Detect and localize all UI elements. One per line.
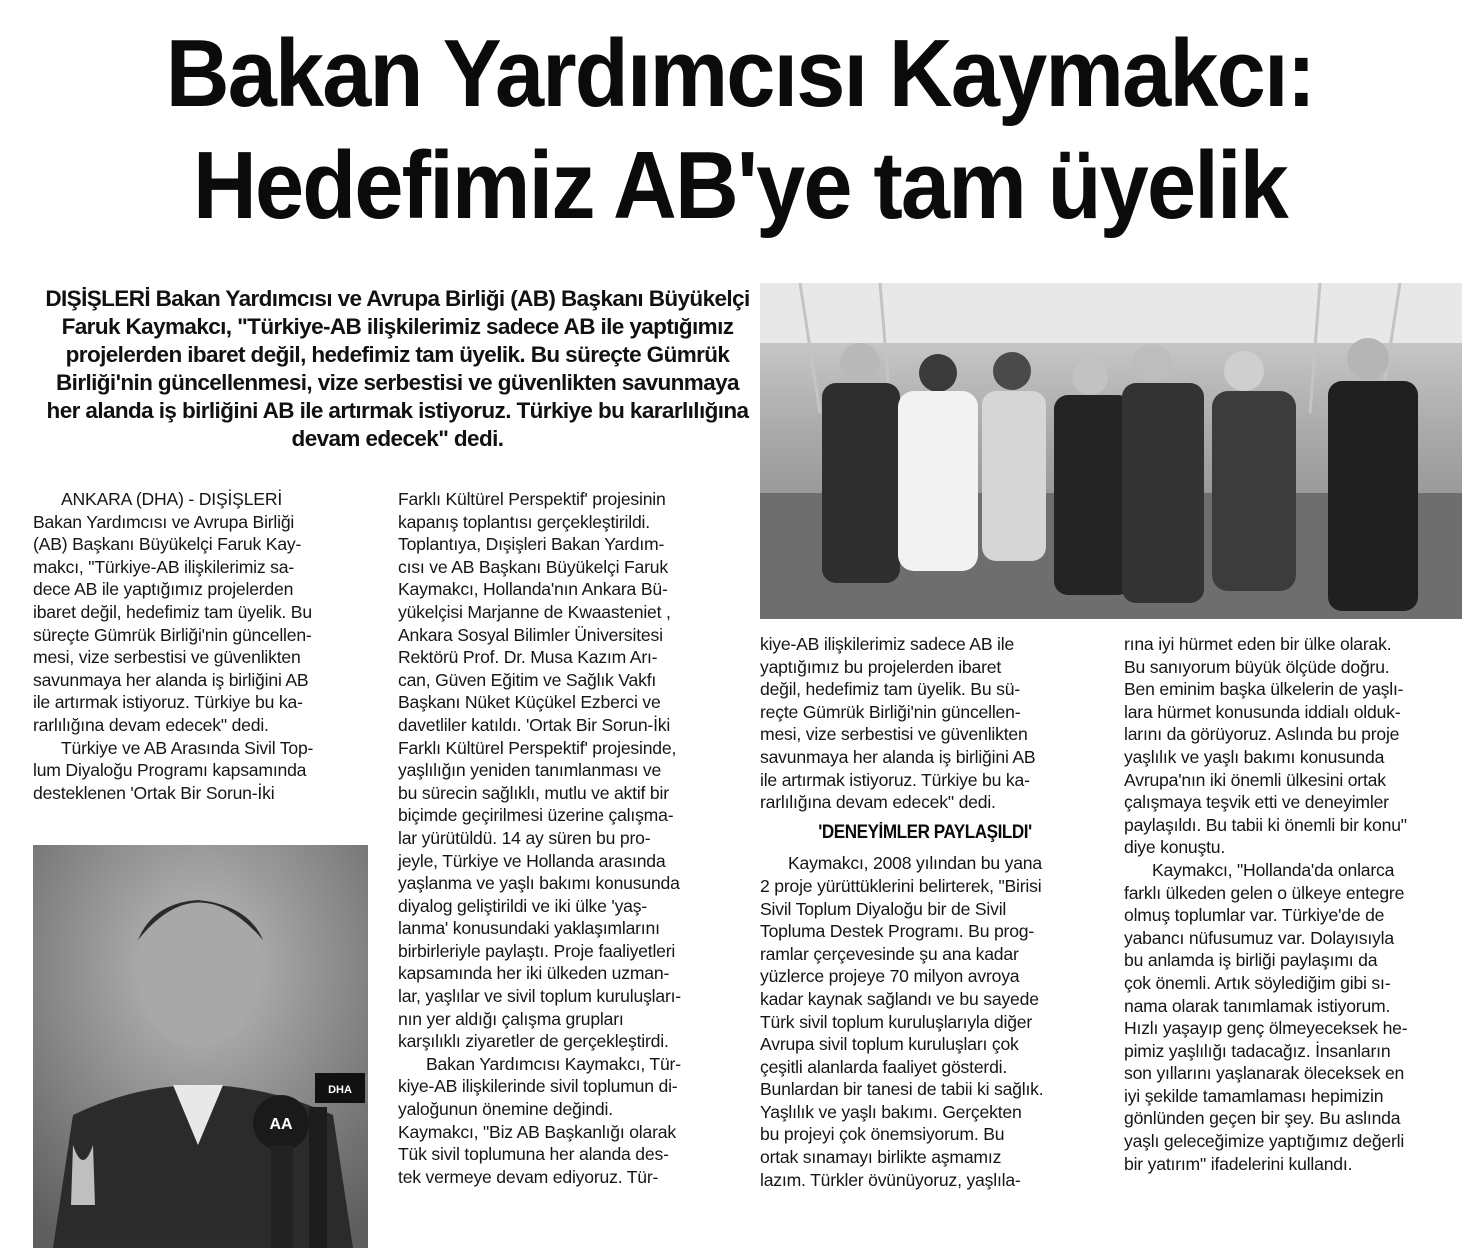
column-2-line: Bakan Yardımcısı Kaymakcı, Tür- — [426, 1053, 681, 1074]
body-column-4 — [1124, 633, 1464, 1175]
column-2-line: yaşlılığın yeniden tanımlanması ve — [398, 760, 662, 781]
column-4-line: Avrupa'nın iki önemli ülkesini ortak — [1124, 769, 1386, 790]
column-4-line: rına iyi hürmet eden bir ülke olarak. — [1124, 634, 1392, 654]
column-3-top — [760, 633, 1090, 814]
headline — [78, 18, 1403, 242]
column-4-line: bu anlamda iş birliği paylaşımı da — [1124, 950, 1378, 971]
column-2-line: Rektörü Prof. Dr. Musa Kazım Arı- — [398, 647, 658, 668]
column-4-line: son yıllarını yaşlanarak öleceksek en — [1124, 1063, 1405, 1084]
column-3-line: ramlar çerçevesinde şu ana kadar — [760, 943, 1019, 964]
column-4-line: yabancı nüfusumuz var. Dolayısıyla — [1124, 927, 1394, 948]
column-1-line: rarlılığına devam edecek" dedi. — [33, 714, 269, 735]
dha-logo: DHA — [328, 1084, 352, 1096]
column-4-line: bir yatırım" ifadelerini kullandı. — [1124, 1153, 1353, 1174]
column-3-bottom — [760, 852, 1090, 1191]
column-4-line: nama olarak tanımlamak istiyorum. — [1124, 995, 1391, 1016]
column-3-line: reçte Gümrük Birliği'nin güncellen- — [760, 701, 1021, 722]
column-2-line: kapsamında her iki ülkeden uzman- — [398, 963, 670, 984]
column-4-line: yaşlı geleceğimize yaptığımız değerli — [1124, 1131, 1405, 1152]
column-2-line: kiye-AB ilişkilerinde sivil toplumun di- — [398, 1076, 678, 1097]
column-4-line: lara hürmet konusunda iddialı olduk- — [1124, 701, 1401, 722]
column-1-line: makcı, "Türkiye-AB ilişkilerimiz sa- — [33, 556, 295, 577]
column-1-line: süreçte Gümrük Birliği'nin güncellen- — [33, 624, 312, 645]
headline-line-2: Hedefimiz AB'ye tam üyelik — [193, 132, 1287, 239]
column-4-line: paylaşıldı. Bu tabii ki önemli bir konu" — [1124, 814, 1407, 835]
column-4-line: Bu sanıyorum büyük ölçüde doğru. — [1124, 656, 1390, 677]
column-2-line: yükelçisi Marjanne de Kwaasteniet , — [398, 601, 671, 622]
column-2-line: jeyle, Türkiye ve Hollanda arasında — [398, 850, 666, 871]
column-2-line: Farklı Kültürel Perspektif' projesinin — [398, 489, 666, 509]
column-3-line: kadar kaynak sağlandı ve bu sayede — [760, 988, 1039, 1009]
lead-word: DIŞİŞLERİ — [45, 286, 150, 311]
column-3-line: Avrupa sivil toplum kuruluşları çok — [760, 1034, 1019, 1055]
column-3-line: bu projeyi çok önemsiyorum. Bu — [760, 1124, 1005, 1145]
column-1-line: savunmaya her alanda iş birliğini AB — [33, 669, 309, 690]
column-1-line: Bakan Yardımcısı ve Avrupa Birliği — [33, 511, 295, 532]
column-4-line: farklı ülkeden gelen o ülkeye entegre — [1124, 882, 1405, 903]
column-2-line: can, Güven Eğitim ve Sağlık Vakfı — [398, 669, 657, 690]
column-2-line: lar yürütüldü. 14 ay süren bu pro- — [398, 827, 651, 848]
aa-logo: AA — [269, 1116, 293, 1133]
column-4-line: larını da görüyoruz. Aslında bu proje — [1124, 724, 1400, 745]
column-4-line: çalışmaya teşvik etti ve deneyimler — [1124, 792, 1389, 813]
column-3-line: çeşitli alanlarda faaliyet gösterdi. — [760, 1056, 1008, 1077]
column-3-line: değil, hedefimiz tam üyelik. Bu sü- — [760, 679, 1020, 700]
column-1-line: desteklenen 'Ortak Bir Sorun-İki — [33, 782, 275, 803]
column-2-line: yaloğunun önemine değindi. — [398, 1099, 613, 1120]
column-2-line: bu sürecin sağlıklı, mutlu ve aktif bir — [398, 782, 669, 803]
column-4-line: olmuş toplumlar var. Türkiye'de de — [1124, 905, 1385, 926]
speaker-photo-icon — [33, 845, 368, 1248]
column-3-line: yüzlerce projeye 70 milyon avroya — [760, 966, 1020, 987]
column-1-line: ile artırmak istiyoruz. Türkiye bu ka- — [33, 692, 303, 713]
column-3-line: Bunlardan bir tanesi de tabii ki sağlık. — [760, 1079, 1044, 1100]
column-2-line: Kaymakcı, Hollanda'nın Ankara Bü- — [398, 579, 668, 600]
column-4-line: Kaymakcı, "Hollanda'da onlarca — [1152, 859, 1395, 880]
column-4-line: çok önemli. Artık söylediğim gibi sı- — [1124, 972, 1391, 993]
body-column-2 — [398, 488, 743, 1188]
column-3-line: kiye-AB ilişkilerimiz sadece AB ile — [760, 634, 1015, 654]
speaker-photo — [33, 845, 368, 1248]
column-2-line: diyalog geliştirildi ve iki ülke 'yaş- — [398, 895, 648, 916]
lead-text: Bakan Yardımcısı ve Avrupa Birliği (AB) Başkanı Büyükelçi Faruk Kaymakcı, "Türkiye-AB ilişkilerimiz sadece AB ile yaptığımız projelerden ibaret değil, hedefimiz tam üyelik. Bu süreçte Gümrük Birliği'nin güncellenmesi, vize serbestisi ve güvenlikten savunmaya her alanda iş birliğini AB ile artırmak istiyoruz. Türkiye bu kararlılığına devam edecek" dedi. — [46, 286, 750, 451]
column-1-line: (AB) Başkanı Büyükelçi Faruk Kay- — [33, 534, 302, 555]
column-2-line: Başkanı Nüket Küçükel Ezberci ve — [398, 692, 661, 713]
body-column-1 — [33, 488, 368, 804]
column-1-line: dece AB ile yaptığımız projelerden — [33, 579, 294, 600]
column-2-line: lar, yaşlılar ve sivil toplum kuruluşları- — [398, 986, 681, 1007]
column-4-line: Ben eminim başka ülkelerin de yaşlı- — [1124, 679, 1404, 700]
lead-paragraph — [40, 285, 755, 453]
column-2-line: tek vermeye devam ediyoruz. Tür- — [398, 1166, 659, 1187]
column-3-line: savunmaya her alanda iş birliğini AB — [760, 746, 1036, 767]
column-2-line: lanma' konusundaki yaklaşımlarını — [398, 918, 660, 939]
column-4-line: gönlünden geçen bir şey. Bu aslında — [1124, 1108, 1401, 1129]
column-1-line: mesi, vize serbestisi ve güvenlikten — [33, 647, 301, 668]
column-2-line: davetliler katıldı. 'Ortak Bir Sorun-İki — [398, 714, 671, 735]
column-1-line: ibaret değil, hedefimiz tam üyelik. Bu — [33, 601, 312, 622]
column-4-line: yaşlılık ve yaşlı bakımı konusunda — [1124, 746, 1385, 767]
column-3-line: Sivil Toplum Diyaloğu bir de Sivil — [760, 898, 1007, 919]
column-4-line: diye konuştu. — [1124, 837, 1226, 858]
column-3-line: Yaşlılık ve yaşlı bakımı. Gerçekten — [760, 1101, 1022, 1122]
column-3-line: ortak sınamayı birlikte aşmamız — [760, 1147, 1002, 1168]
body-column-3 — [760, 633, 1090, 1191]
group-photo-icon — [760, 283, 1462, 619]
column-2-line: yaşlanma ve yaşlı bakımı konusunda — [398, 873, 680, 894]
column-2-line: Kaymakcı, "Biz AB Başkanlığı olarak — [398, 1121, 676, 1142]
headline-line-1: Bakan Yardımcısı Kaymakcı: — [165, 20, 1315, 127]
column-3-line: rarlılığına devam edecek" dedi. — [760, 792, 996, 813]
column-2-line: cısı ve AB Başkanı Büyükelçi Faruk — [398, 556, 668, 577]
column-1-line: ANKARA (DHA) - DIŞİŞLERİ — [61, 489, 283, 509]
column-3-line: Türk sivil toplum kuruluşlarıyla diğer — [760, 1011, 1033, 1032]
column-3-line: 2 proje yürüttüklerini belirterek, "Birisi — [760, 875, 1042, 896]
column-2-line: biçimde geçirilmesi üzerine çalışma- — [398, 805, 674, 826]
column-2-line: Farklı Kültürel Perspektif' projesinde, — [398, 737, 677, 758]
column-3-line: Topluma Destek Programı. Bu prog- — [760, 921, 1035, 942]
column-2-line: karşılıklı ziyaretler de gerçekleştirdi. — [398, 1031, 669, 1052]
column-2-line: Tük sivil toplumuna her alanda des- — [398, 1144, 669, 1165]
column-2-line: Ankara Sosyal Bilimler Üniversitesi — [398, 624, 663, 645]
column-4-line: iyi şekilde tamamlaması hepimizin — [1124, 1085, 1384, 1106]
column-4-line: pimiz yaşlılığı tadacağız. İnsanların — [1124, 1040, 1391, 1061]
column-2-line: Toplantıya, Dışişleri Bakan Yardım- — [398, 534, 665, 555]
column-3-line: Kaymakcı, 2008 yılından bu yana — [788, 853, 1042, 874]
subheading: 'DENEYİMLER PAYLAŞILDI' — [818, 821, 1032, 843]
column-1-line: Türkiye ve AB Arasında Sivil Top- — [61, 737, 314, 758]
column-4-line: Hızlı yaşayıp genç ölmeyeceksek he- — [1124, 1018, 1408, 1039]
column-2-line: nın yer aldığı çalışma grupları — [398, 1008, 624, 1029]
column-3-line: ile artırmak istiyoruz. Türkiye bu ka- — [760, 769, 1030, 790]
column-3-line: lazım. Türkler övünüyoruz, yaşlıla- — [760, 1169, 1021, 1190]
column-2-line: birbirleriyle paylaştı. Proje faaliyetleri — [398, 940, 676, 961]
column-2-line: kapanış toplantısı gerçekleştirildi. — [398, 511, 650, 532]
column-1-line: lum Diyaloğu Programı kapsamında — [33, 760, 307, 781]
column-3-line: yaptığımız bu projelerden ibaret — [760, 656, 1002, 677]
column-3-line: mesi, vize serbestisi ve güvenlikten — [760, 724, 1028, 745]
group-photo — [760, 283, 1462, 619]
